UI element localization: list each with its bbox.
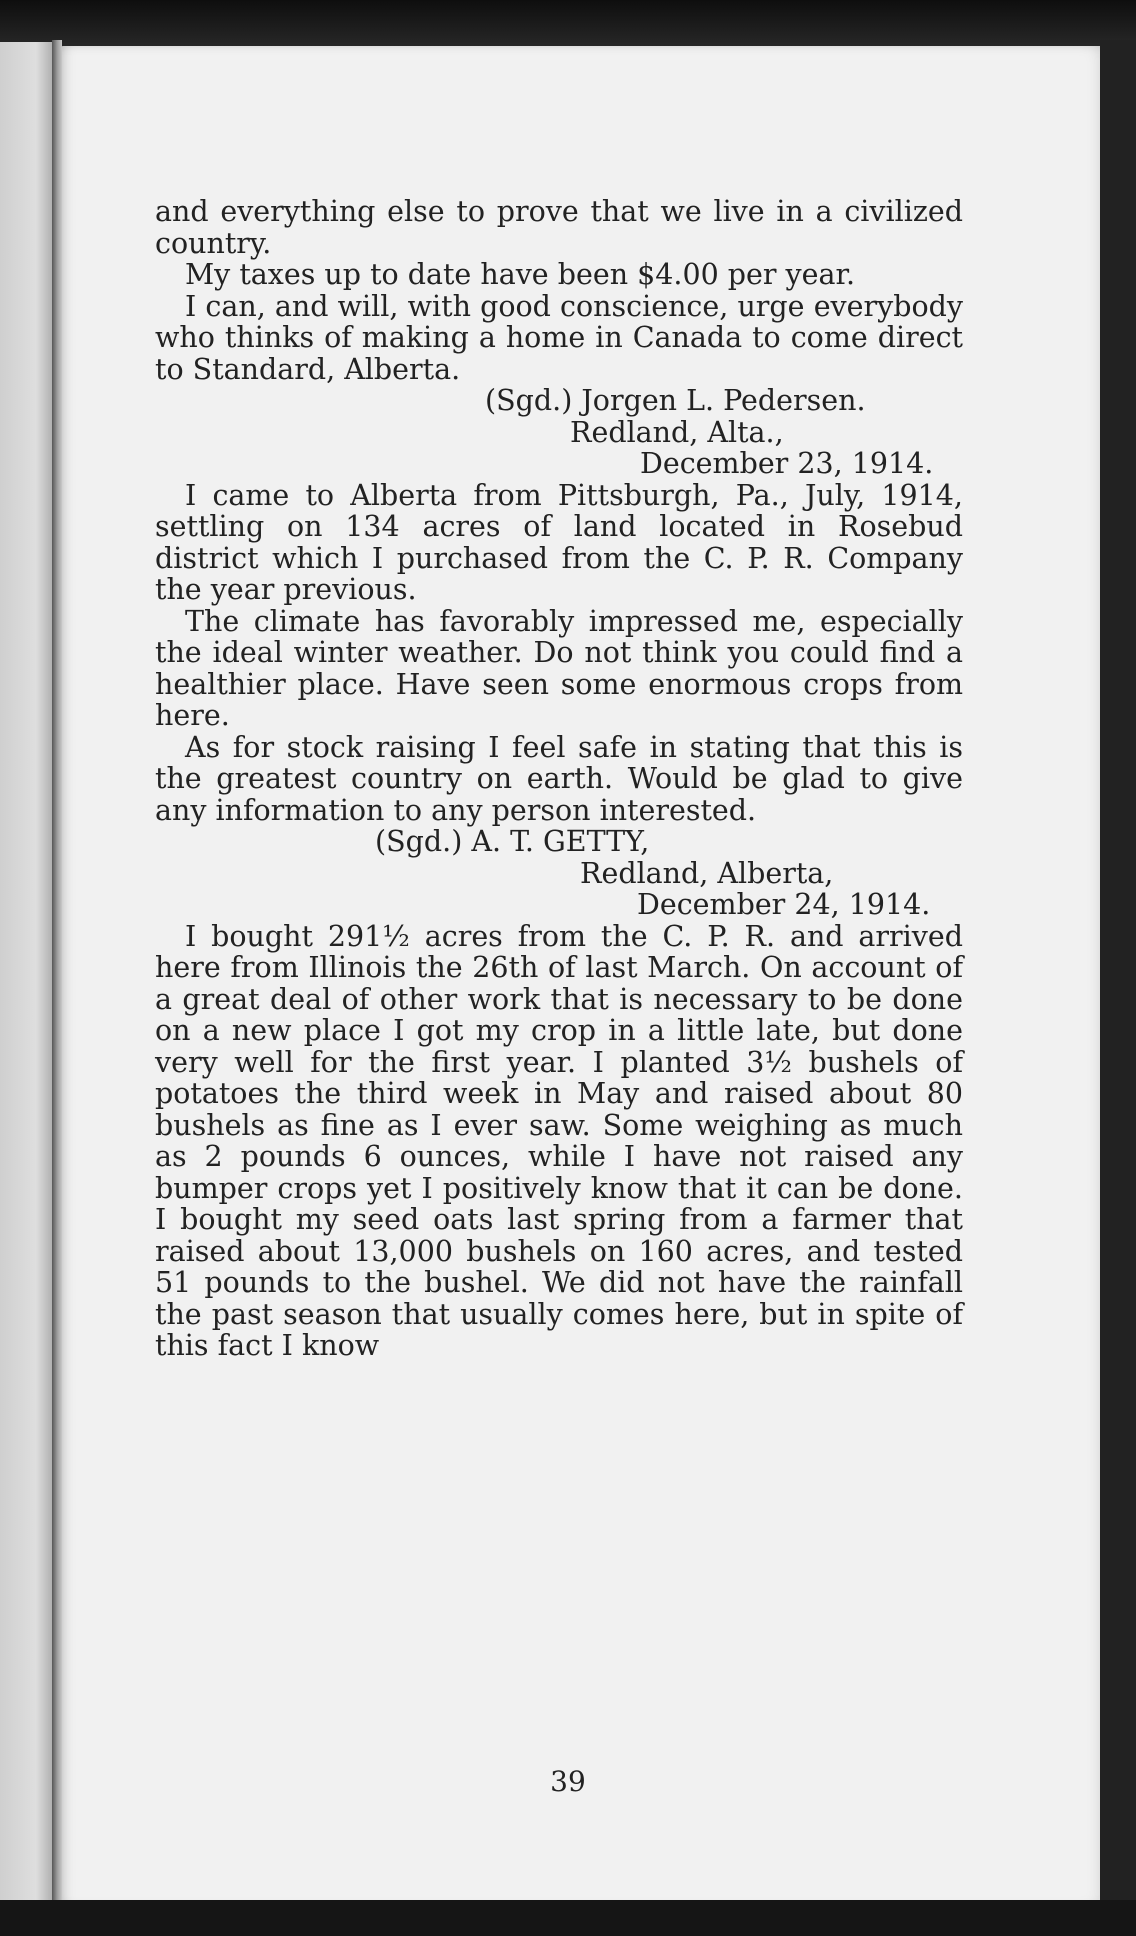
bottom-shadow [0,1900,1136,1936]
page-text [155,196,963,1362]
letter1-paragraph-1: and everything else to prove that we live in a civilized country. [155,195,963,260]
letter3-paragraph-1: I bought 291½ acres from the C. P. R. and arrived here from Illinois the 26th of last March. On account of a great deal of other work that is necessary to be done on a new place I got my crop in a little late, but done very well for the first year. I planted 3½ bushels of potatoes the third week in May and raised about 80 bushels as fine as I ever saw. Some weighing as much as 2 pounds 6 ounces, while I have not raised any bumper crops yet I positively know that it can be done. I bought my seed oats last spring from a farmer that raised about 13,000 bushels on 160 acres, and tested 51 pounds to the bushel. We did not have the rainfall the past season that usually comes here, but in spite of this fact I know [155,919,963,1362]
page-number-text: 39 [550,1765,586,1798]
top-shadow [0,0,1136,52]
letter3-date: December 24, 1914. [637,888,931,921]
left-page-edge [0,42,60,1912]
letter1-paragraph-2: My taxes up to date have been $4.00 per year. [185,258,856,291]
letter2-place: Redland, Alta., [570,415,784,449]
right-edge-shadow [1100,40,1136,1920]
page-number [0,1765,1136,1798]
book-spine [52,40,62,1910]
letter2-signature: (Sgd.) A. T. GETTY, [375,825,650,858]
letter2-paragraph-2: The climate has favorably impressed me, especially the ideal winter weather. Do not think you could find a healthier place. Have seen some enormous crops from here. [155,604,963,732]
letter3-place: Redland, Alberta, [580,856,834,890]
letter2-paragraph-3: As for stock raising I feel safe in stating that this is the greatest country on earth. Would be glad to give any information to any person interested. [155,730,963,827]
letter1-paragraph-3: I can, and will, with good conscience, urge everybody who thinks of making a home in Canada to come direct to Standard, Alberta. [155,289,963,386]
letter2-date: December 23, 1914. [640,447,934,480]
letter1-signature: (Sgd.) Jorgen L. Pedersen. [485,384,866,417]
letter2-paragraph-1: I came to Alberta from Pittsburgh, Pa., July, 1914, settling on 134 acres of land located in Rosebud district which I purchased from the C. P. R. Company the year previous. [155,478,963,606]
